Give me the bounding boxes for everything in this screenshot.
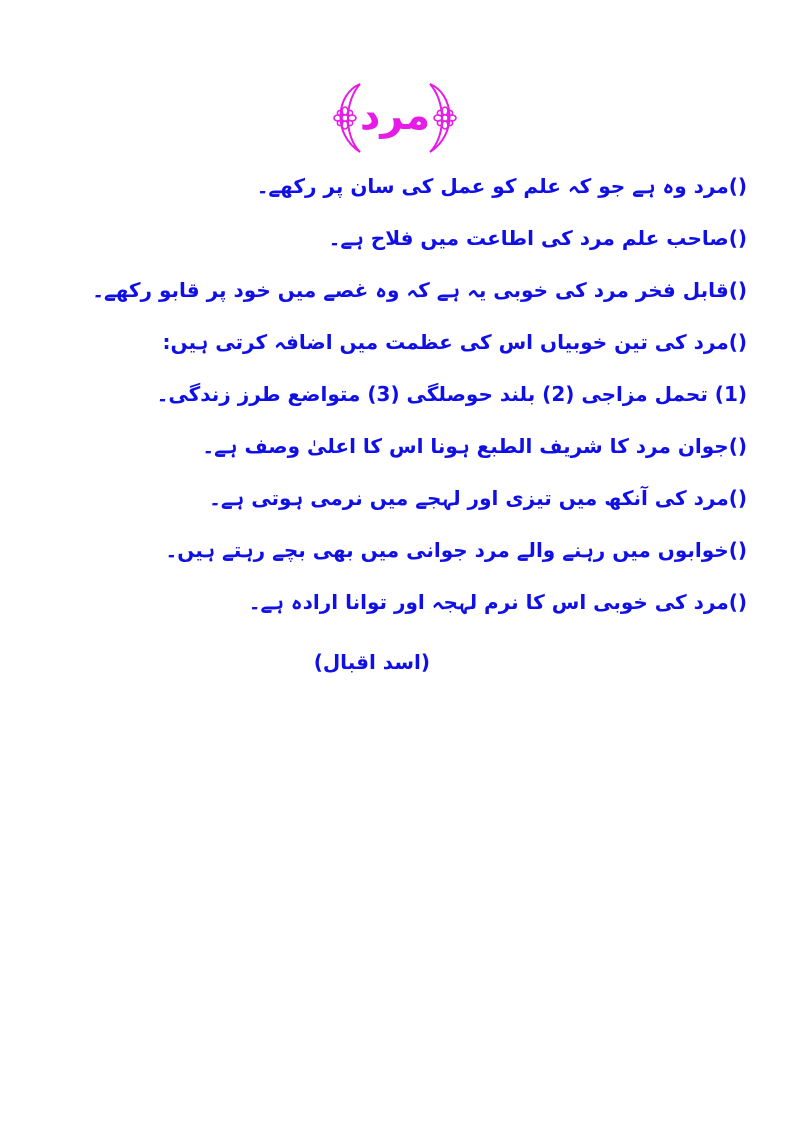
author-signature: (اسد اقبال) [313, 650, 430, 674]
page-title: مرد [359, 93, 431, 139]
quote-line-6: ()جوان مرد کا شریف الطبع ہونا اس کا اعلیٰ وصف ہے۔ [202, 434, 747, 458]
quote-line-5: (1) تحمل مزاجی (2) بلند حوصلگی (3) متواضع طرز زندگی۔ [156, 382, 747, 406]
quote-line-9: ()مرد کی خوبی اس کا نرم لہجہ اور توانا ارادہ ہے۔ [248, 590, 747, 614]
quote-line-1: ()مرد وہ ہے جو کہ علم کو عمل کی سان پر رکھے۔ [256, 174, 747, 198]
quote-line-2: ()صاحب علم مرد کی اطاعت میں فلاح ہے۔ [328, 226, 747, 250]
quote-line-7: ()مرد کی آنکھ میں تیزی اور لہجے میں نرمی ہوتی ہے۔ [209, 486, 747, 510]
quote-line-8: ()خوابوں میں رہنے والے مرد جوانی میں بھی بچے رہتے ہیں۔ [165, 538, 747, 562]
title-ornament [330, 82, 460, 154]
quote-line-4: ()مرد کی تین خوبیاں اس کی عظمت میں اضافہ کرتی ہیں: [162, 330, 747, 354]
quote-list [92, 166, 747, 634]
quote-line-3: ()قابل فخر مرد کی خوبی یہ ہے کہ وہ غصے میں خود پر قابو رکھے۔ [92, 278, 747, 302]
